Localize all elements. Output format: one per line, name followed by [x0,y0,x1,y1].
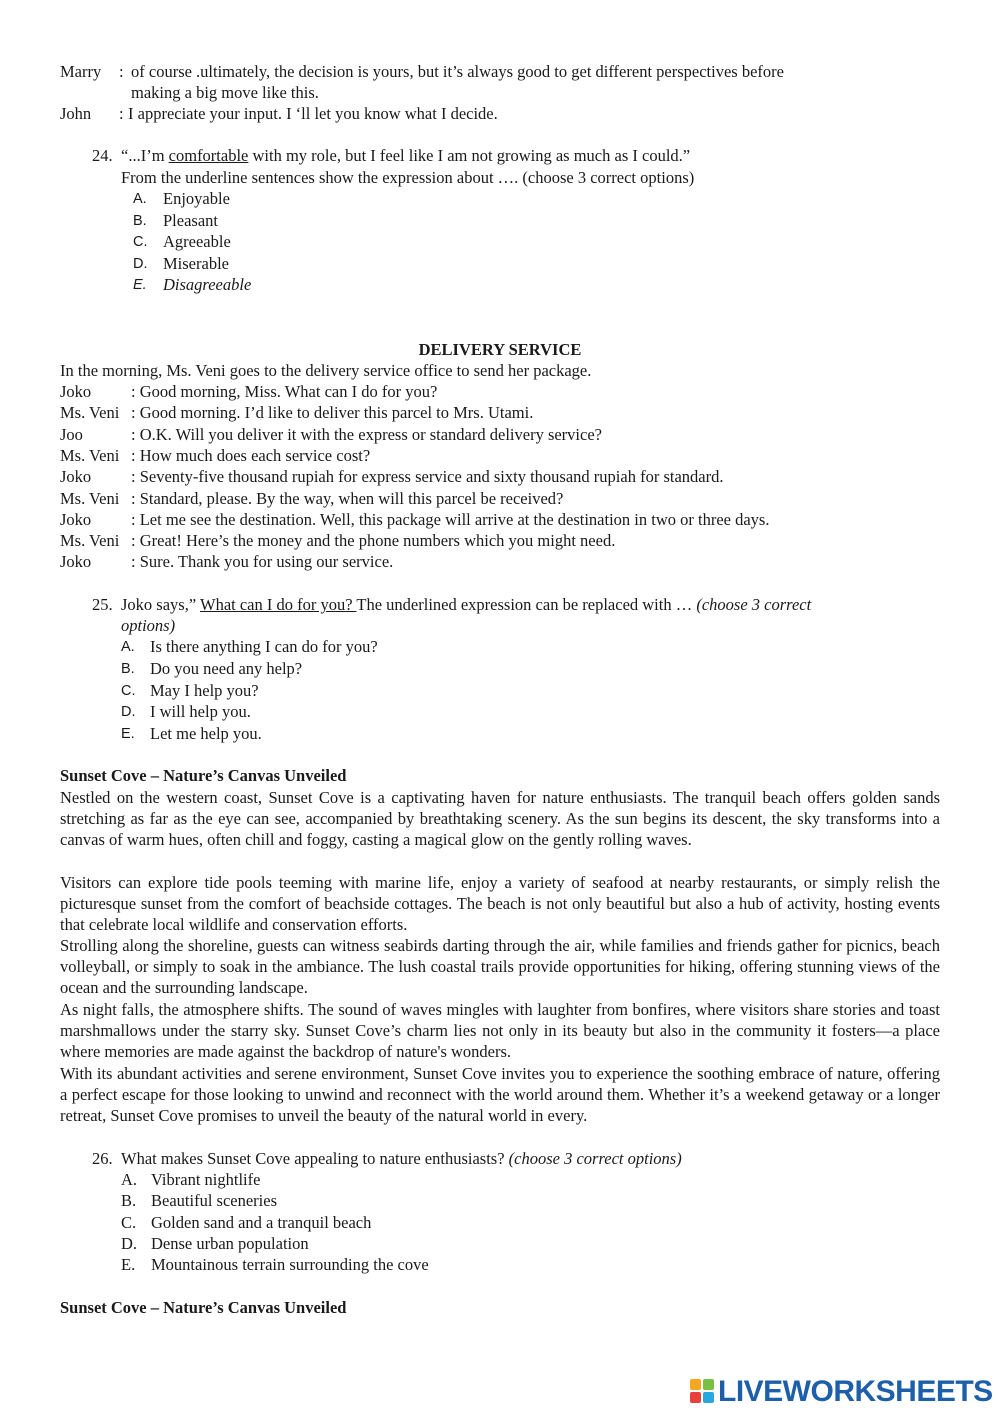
q26-prompt-italic: (choose 3 correct options) [508,1149,682,1168]
delivery-speaker: Ms. Veni [60,531,120,550]
q25-option-letter[interactable]: E. [121,726,135,742]
liveworksheets-logo [690,1374,993,1408]
q26-option-text[interactable]: Mountainous terrain surrounding the cove [151,1255,429,1274]
q24-quote-underlined: comfortable [168,146,249,165]
delivery-speaker: Joko [60,467,92,486]
q25-option-text[interactable]: Let me help you. [150,724,262,743]
dialog-line-john: I appreciate your input. I ‘ll let you know what I decide. [128,104,498,123]
delivery-speaker: Ms. Veni [60,489,120,508]
q26-option-text[interactable]: Vibrant nightlife [151,1170,261,1189]
dialog-separator: : [119,104,124,123]
q24-option-text[interactable]: Miserable [163,254,229,273]
delivery-line: : Great! Here’s the money and the phone numbers which you might need. [131,531,616,550]
q26-option-letter[interactable]: B. [121,1191,137,1210]
dialog-separator: : [119,62,124,81]
q25-option-text[interactable]: Is there anything I can do for you? [150,637,378,656]
q24-option-text[interactable]: Agreeable [163,232,231,251]
delivery-title: DELIVERY SERVICE [418,340,582,359]
q25-prompt-post: The underlined expression can be replaced with … [356,595,697,614]
q24-option-text[interactable]: Enjoyable [163,189,230,208]
article-title: Sunset Cove – Nature’s Canvas Unveiled [60,766,347,785]
q24-quote-post: with my role, but I feel like I am not growing as much as I could.” [248,146,691,165]
q26-option-text[interactable]: Golden sand and a tranquil beach [151,1213,372,1232]
dialog-line-marry: of course .ultimately, the decision is yours, but it’s always good to get different perspectives before [131,62,784,81]
q24-number: 24. [92,146,113,165]
article-paragraph: Strolling along the shoreline, guests can witness seabirds darting through the air, while families and friends gather for picnics, beach volleyball, or simply to soak in the ambiance. The lush coastal trails provide opportunities for hiking, offering stunning views of the ocean and the surrounding landscape. [60,936,940,998]
q25-option-text[interactable]: I will help you. [150,702,251,721]
q26-number: 26. [92,1149,113,1168]
q26-prompt [121,1149,682,1169]
q25-option-letter[interactable]: D. [121,704,136,720]
speaker-john: John [60,104,92,123]
q25-option-letter[interactable]: C. [121,683,136,699]
q25-prompt-italic: (choose 3 correct [696,595,812,614]
article-paragraph: With its abundant activities and serene environment, Sunset Cove invites you to experience the soothing embrace of nature, offering a perfect escape for those looking to unwind and reconnect with the world around them. Whether it’s a weekend getaway or a longer retreat, Sunset Cove promises to unveil the beauty of the natural world in every. [60,1064,940,1126]
q24-option-letter[interactable]: E. [133,277,147,293]
article-paragraph: As night falls, the atmosphere shifts. The sound of waves mingles with laughter from bonfires, where visitors share stories and toast marshmallows under the starry sky. Sunset Cove’s charm lies not only in its beauty but also in the community it fosters—a place where memories are made against the backdrop of nature's wonders. [60,1000,940,1062]
q25-prompt-underlined: What can I do for you? [200,595,357,614]
dialog-line-marry-cont: making a big move like this. [131,83,319,102]
speaker-marry: Marry [60,62,102,81]
delivery-line: : Sure. Thank you for using our service. [131,552,394,571]
q25-prompt [121,595,811,615]
q24-quote-pre: “...I’m [121,146,169,165]
q26-option-letter[interactable]: E. [121,1255,136,1274]
q25-prompt-pre: Joko says,” [121,595,200,614]
delivery-line: : O.K. Will you deliver it with the express or standard delivery service? [131,425,602,444]
liveworksheets-logo-text: LIVEWORKSHEETS [718,1375,993,1408]
delivery-line: : Good morning, Miss. What can I do for you? [131,382,438,401]
delivery-line: : Good morning. I’d like to deliver this parcel to Mrs. Utami. [131,403,534,422]
q25-prompt-italic-cont: options) [121,616,176,635]
q24-option-text[interactable]: Pleasant [163,211,218,230]
q26-option-letter[interactable]: D. [121,1234,138,1253]
q26-option-text[interactable]: Beautiful sceneries [151,1191,277,1210]
q24-option-text[interactable]: Disagreeable [163,275,252,294]
delivery-speaker: Joko [60,552,92,571]
delivery-intro: In the morning, Ms. Veni goes to the delivery service office to send her package. [60,361,592,380]
q25-option-text[interactable]: Do you need any help? [150,659,303,678]
q26-option-letter[interactable]: A. [121,1170,138,1189]
delivery-speaker: Ms. Veni [60,446,120,465]
delivery-speaker: Joko [60,510,92,529]
q25-option-letter[interactable]: B. [121,661,135,677]
q24-instruction: From the underline sentences show the expression about …. (choose 3 correct options) [121,168,695,187]
q25-number: 25. [92,595,113,614]
delivery-line: : Let me see the destination. Well, this package will arrive at the destination in two or three days. [131,510,770,529]
delivery-line: : How much does each service cost? [131,446,371,465]
q26-option-letter[interactable]: C. [121,1213,137,1232]
q25-option-text[interactable]: May I help you? [150,681,259,700]
article-paragraph: Nestled on the western coast, Sunset Cove is a captivating haven for nature enthusiasts. The tranquil beach offers golden sands stretching as far as the eye can see, accompanied by breathtaking scenery. As the sun begins its descent, the sky transforms into a canvas of warm hues, often chill and foggy, casting a magical glow on the gently rolling waves. [60,788,940,850]
delivery-speaker: Joo [60,425,83,444]
q24-option-letter[interactable]: D. [133,256,148,272]
q26-prompt-text: What makes Sunset Cove appealing to nature enthusiasts? [121,1149,509,1168]
delivery-speaker: Joko [60,382,92,401]
delivery-speaker: Ms. Veni [60,403,120,422]
q24-quote [121,146,690,166]
q25-option-letter[interactable]: A. [121,639,135,655]
liveworksheets-logo-icon [690,1379,716,1405]
footer-article-title: Sunset Cove – Nature’s Canvas Unveiled [60,1298,347,1317]
q26-option-text[interactable]: Dense urban population [151,1234,309,1253]
q24-option-letter[interactable]: B. [133,213,147,229]
delivery-line: : Standard, please. By the way, when will this parcel be received? [131,489,564,508]
q24-option-letter[interactable]: C. [133,234,148,250]
q24-option-letter[interactable]: A. [133,191,147,207]
article-paragraph: Visitors can explore tide pools teeming with marine life, enjoy a variety of seafood at nearby restaurants, or simply relish the picturesque sunset from the comfort of beachside cottages. The beach is not only beautiful but also a hub of activity, hosting events that celebrate local wildlife and conservation efforts. [60,873,940,935]
delivery-line: : Seventy-five thousand rupiah for express service and sixty thousand rupiah for standard. [131,467,724,486]
